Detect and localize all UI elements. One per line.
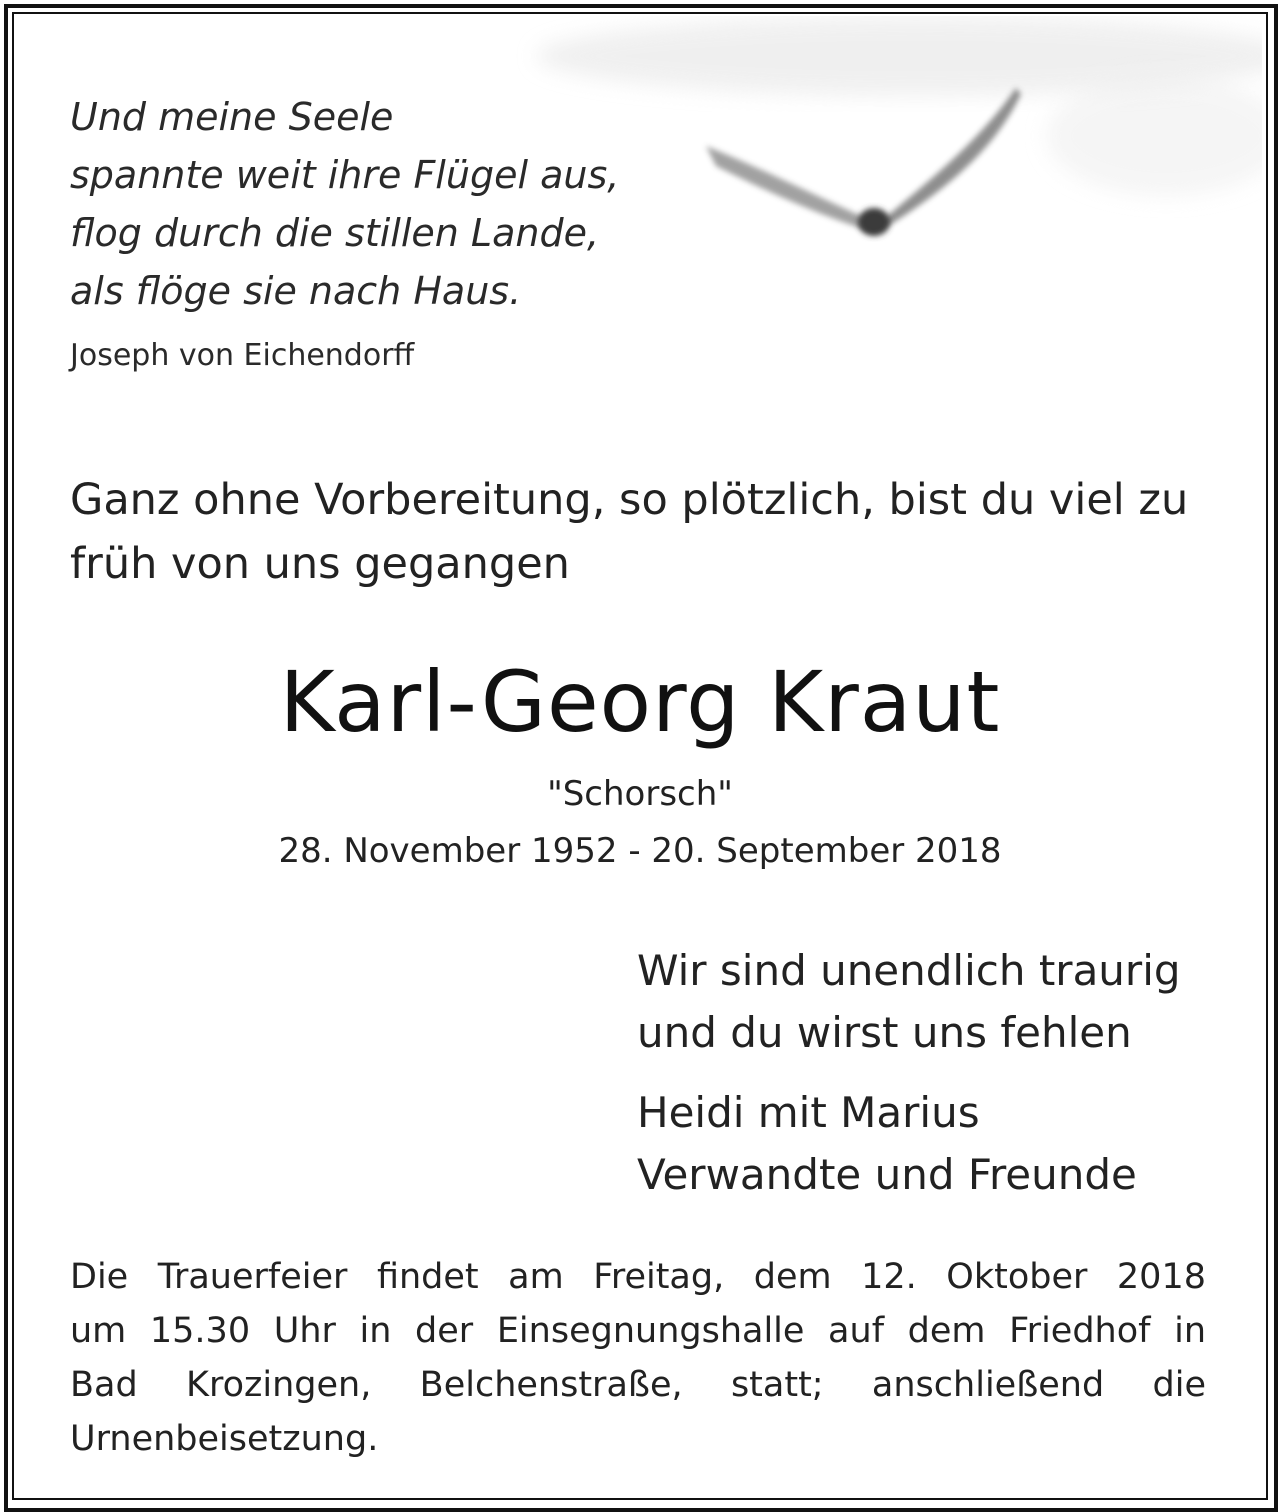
funeral-line: Bad Krozingen, Belchenstraße, statt; anschließend die: [70, 1365, 1206, 1405]
grief-statement: [637, 940, 1181, 1064]
life-dates: 28. November 1952 - 20. September 2018: [278, 831, 1002, 871]
intro-line: früh von uns gegangen: [70, 539, 570, 589]
poem-author: Joseph von Eichendorff: [70, 338, 415, 373]
funeral-line: Die Trauerfeier findet am Freitag, dem 12. Oktober 2018: [70, 1257, 1206, 1297]
intro-text: [70, 468, 1210, 596]
funeral-line: um 15.30 Uhr in der Einsegnungshalle auf dem Friedhof in: [70, 1311, 1206, 1351]
poem-line: flog durch die stillen Lande,: [70, 211, 600, 255]
mourner-line: Verwandte und Freunde: [637, 1150, 1137, 1199]
poem-line: Und meine Seele: [70, 95, 394, 139]
poem-line: als flöge sie nach Haus.: [70, 269, 522, 313]
poem-line: spannte weit ihre Flügel aus,: [70, 153, 620, 197]
deceased-name: Karl-Georg Kraut: [279, 653, 1001, 751]
intro-line: Ganz ohne Vorbereitung, so plötzlich, bist du viel zu: [70, 475, 1189, 525]
funeral-line: Urnenbeisetzung.: [70, 1419, 379, 1459]
deceased-nickname: "Schorsch": [547, 774, 733, 814]
grief-line: und du wirst uns fehlen: [637, 1008, 1132, 1057]
poem-quote: [70, 88, 619, 320]
mourners-list: [637, 1082, 1137, 1206]
mourner-line: Heidi mit Marius: [637, 1088, 980, 1137]
grief-line: Wir sind unendlich traurig: [637, 946, 1181, 995]
funeral-details: [70, 1250, 1206, 1466]
